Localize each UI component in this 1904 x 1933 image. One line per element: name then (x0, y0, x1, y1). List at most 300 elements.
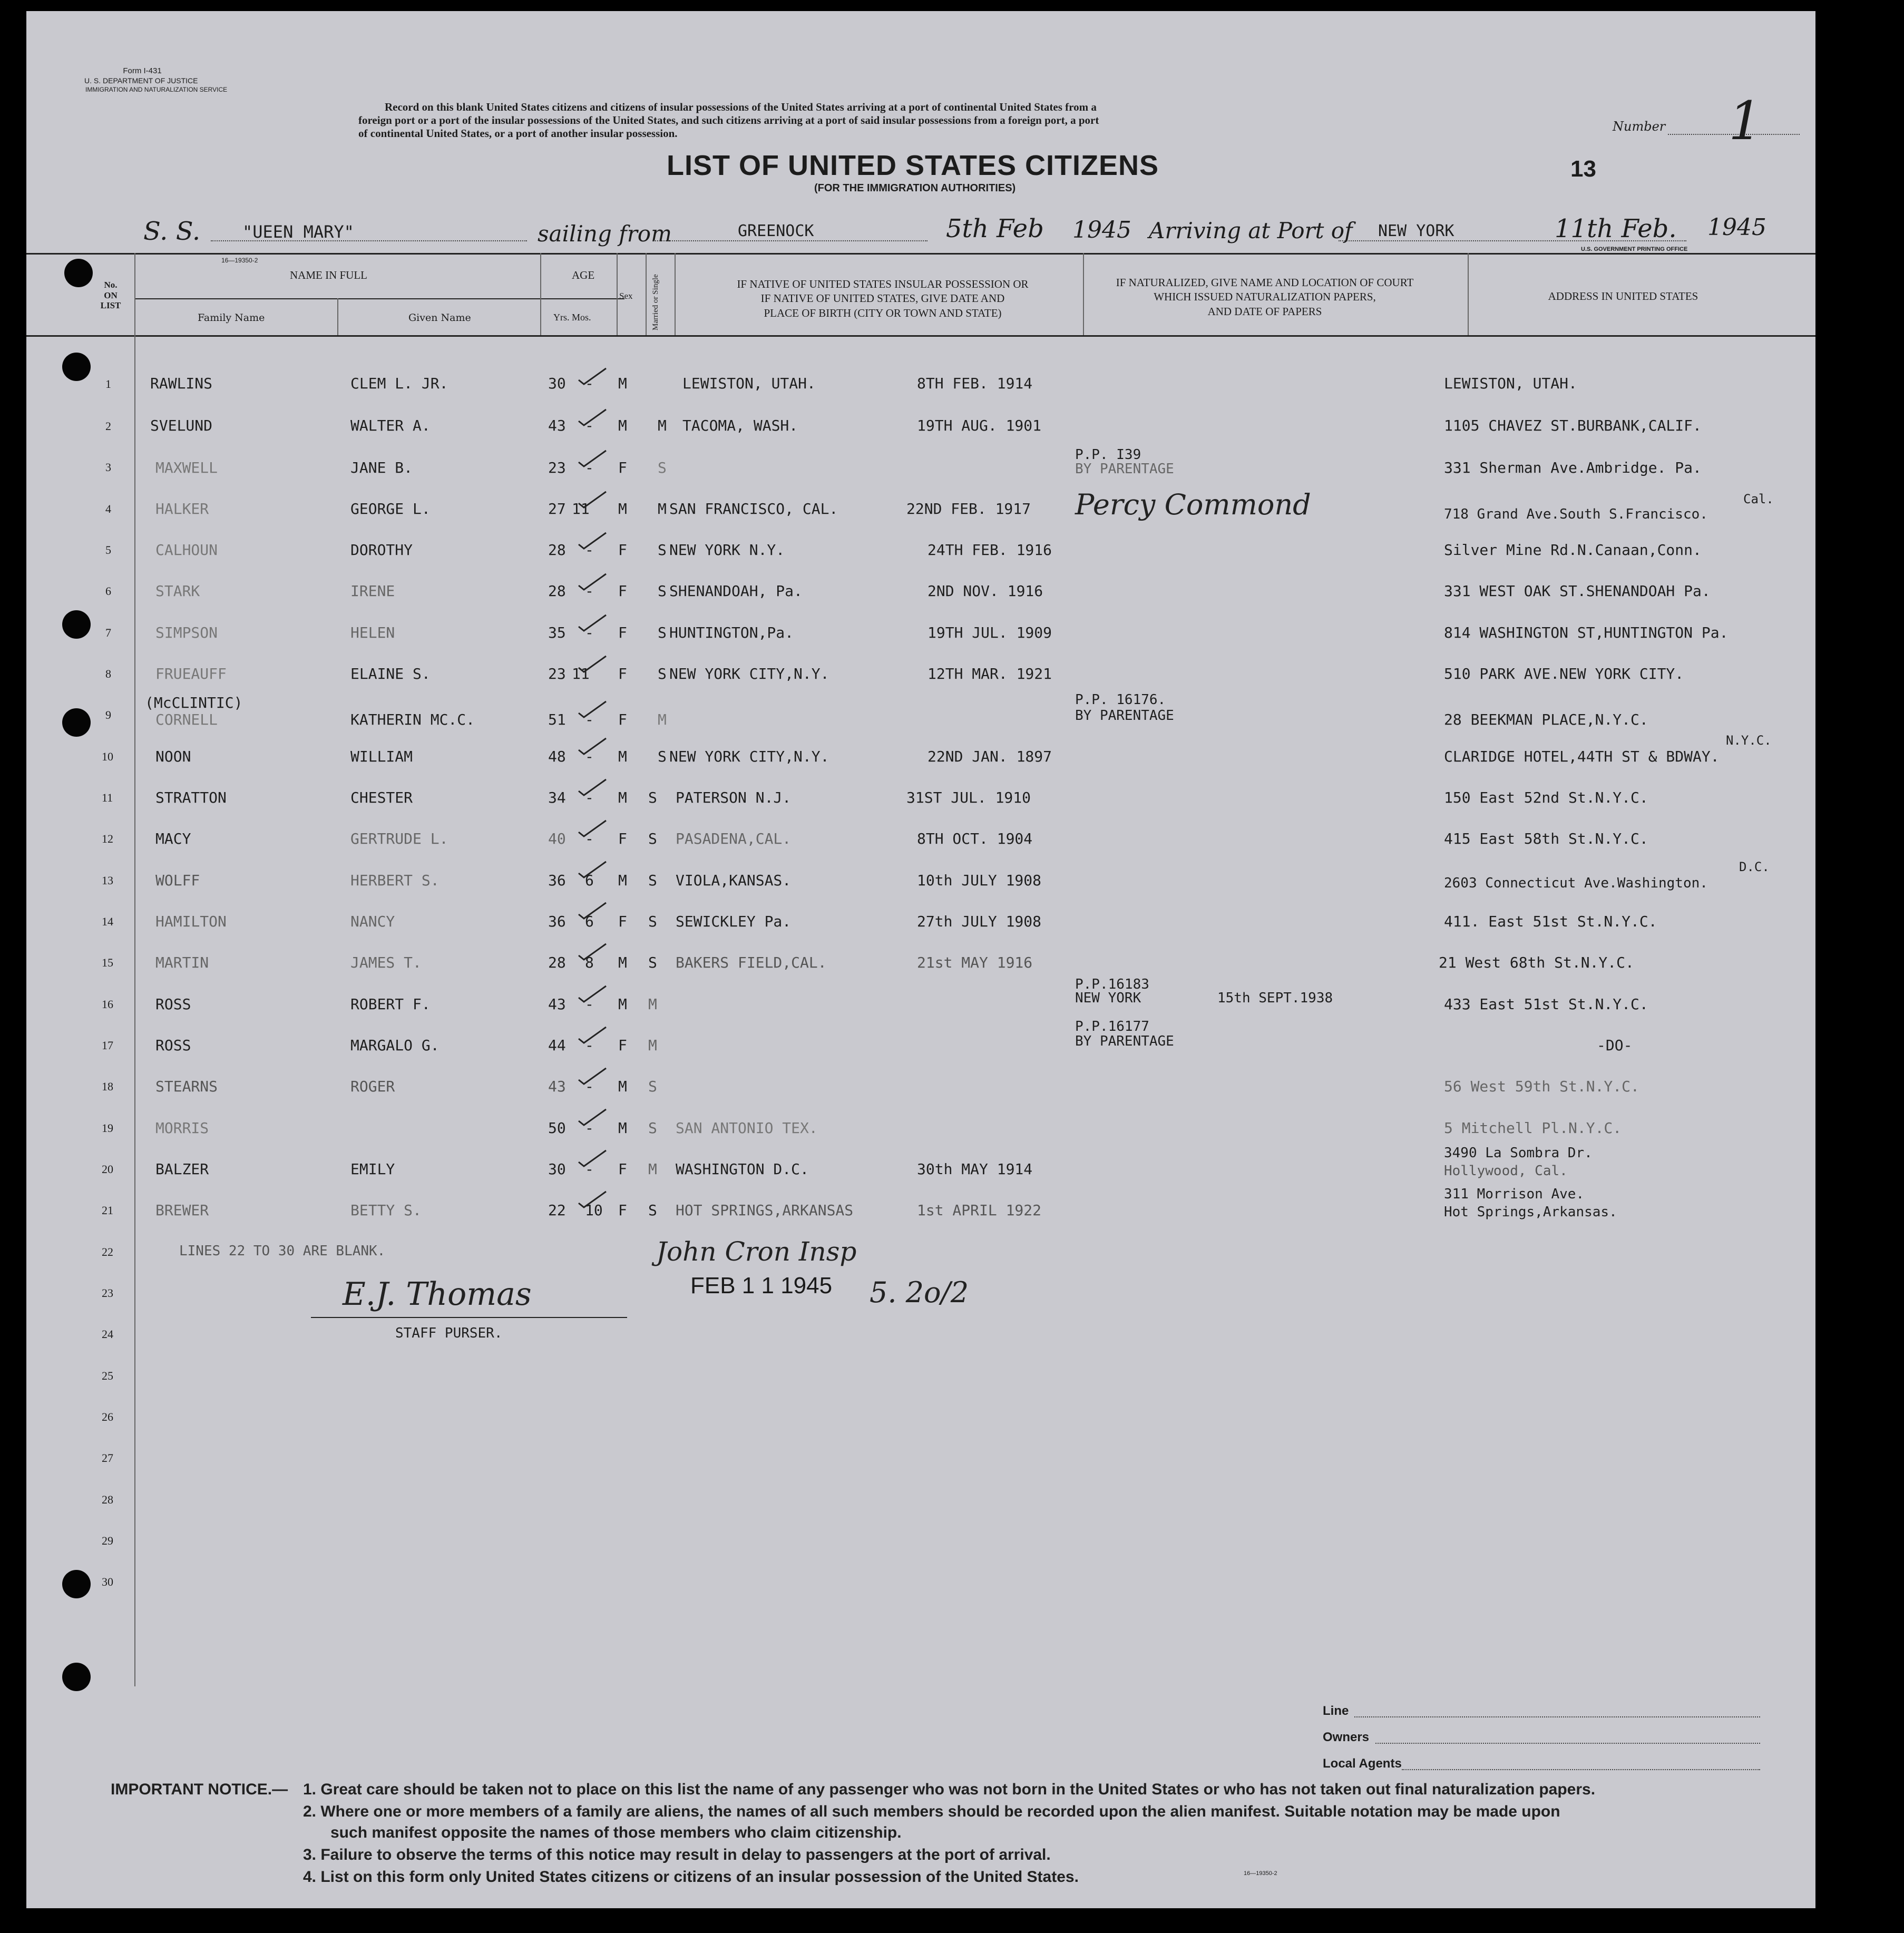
sex: F (618, 624, 627, 641)
row-number: 3 (105, 461, 111, 474)
age-months: - (585, 1078, 594, 1095)
family-name: STRATTON (155, 789, 227, 806)
birth-place: NEW YORK N.Y. (669, 541, 785, 559)
header-no-on-list (92, 280, 129, 311)
maiden-name: (McCLINTIC) (145, 694, 243, 711)
notice-4: 4. List on this form only United States citizens or citizens of an insular possession of the United States. (303, 1868, 1079, 1886)
birth-place: TACOMA, WASH. (682, 417, 798, 434)
checkmark-column (574, 359, 617, 1228)
footer-line-field[interactable] (1354, 1716, 1760, 1717)
marital-status: S (658, 582, 667, 600)
age-years: 30 (548, 1160, 566, 1178)
sail-year: 1945 (1072, 217, 1131, 243)
naturalization-note: P.P. 16176. (1075, 692, 1166, 708)
age-months: - (585, 1037, 594, 1054)
col-divider-5 (646, 253, 647, 335)
given-name: HELEN (350, 624, 395, 641)
ss-label: S. S. (143, 217, 201, 246)
marital-status: S (648, 830, 657, 847)
punch-hole (62, 1663, 91, 1691)
row-number: 20 (102, 1163, 113, 1176)
row-number: 15 (102, 956, 113, 969)
birth-place: SAN ANTONIO TEX. (676, 1119, 818, 1137)
page-title: LIST OF UNITED STATES CITIZENS (667, 150, 1159, 181)
age-months: - (585, 789, 594, 806)
birth-place: HUNTINGTON,Pa. (669, 624, 794, 641)
header-list: LIST (100, 300, 121, 311)
printer-name: U.S. GOVERNMENT PRINTING OFFICE (1581, 246, 1688, 252)
marital-status: S (658, 665, 667, 682)
punch-hole (62, 353, 91, 381)
inspector-signature: John Cron Insp (656, 1236, 857, 1267)
family-name: MACY (155, 830, 191, 847)
footer-agents-field[interactable] (1402, 1769, 1760, 1770)
sex: F (618, 913, 627, 930)
given-name: GERTRUDE L. (350, 830, 448, 847)
header-name-in-full: NAME IN FULL (290, 269, 367, 281)
address-extra: Cal. (1743, 492, 1774, 506)
footer-owners-label: Owners (1323, 1730, 1370, 1744)
birth-place: SAN FRANCISCO, CAL. (669, 500, 838, 518)
birth-place: LEWISTON, UTAH. (682, 375, 816, 392)
address: 510 PARK AVE.NEW YORK CITY. (1444, 665, 1684, 682)
footer-line-label: Line (1323, 1704, 1349, 1718)
print-code-bottom: 16—19350-2 (1244, 1870, 1277, 1877)
number-label: Number (1613, 119, 1666, 134)
birth-place: WASHINGTON D.C. (676, 1160, 809, 1178)
family-name: FRUEAUFF (155, 665, 227, 682)
naturalization-note: BY PARENTAGE (1075, 461, 1174, 477)
age-months: - (585, 541, 594, 559)
given-name: ELAINE S. (350, 665, 431, 682)
punch-hole (64, 259, 93, 287)
age-months: 6 (585, 872, 594, 889)
row-number: 8 (105, 667, 111, 680)
age-months: - (585, 711, 594, 728)
col-divider-1 (134, 253, 135, 1686)
birth-date: 22ND FEB. 1917 (906, 500, 1031, 518)
row-number: 24 (102, 1327, 113, 1341)
naturalization-note: BY PARENTAGE (1075, 1033, 1174, 1049)
print-code-top: 16—19350-2 (221, 257, 258, 264)
number-value: 1 (1729, 90, 1762, 152)
given-name: DOROTHY (350, 541, 413, 559)
age-years: 28 (548, 954, 566, 971)
from-port-line (653, 240, 927, 241)
age-years: 23 (548, 665, 566, 682)
address: Hollywood, Cal. (1444, 1163, 1568, 1179)
address: 3490 La Sombra Dr. (1444, 1145, 1593, 1161)
marital-status: S (658, 748, 667, 765)
age-years: 34 (548, 789, 566, 806)
birth-date: 22ND JAN. 1897 (927, 748, 1052, 765)
intro-text-line-1: Record on this blank United States citizens and citizens of insular possessions of the United States arriving at a port of continental United States from a (385, 101, 1097, 113)
sex: F (618, 711, 627, 728)
naturalization-note: P.P. I39 (1075, 447, 1141, 463)
row-number: 27 (102, 1451, 113, 1465)
family-name: STARK (155, 582, 200, 600)
row-number: 5 (105, 543, 111, 557)
family-name: SIMPSON (155, 624, 218, 641)
age-years: 28 (548, 582, 566, 600)
row-number: 9 (105, 708, 111, 721)
age-years: 44 (548, 1037, 566, 1054)
header-on: ON (104, 290, 118, 300)
marital-status: S (658, 624, 667, 641)
row-number: 13 (102, 874, 113, 887)
row-number: 6 (105, 584, 111, 598)
header-age: AGE (572, 269, 595, 281)
ship-name: "UEEN MARY" (242, 222, 354, 242)
family-name: WOLFF (155, 872, 200, 889)
given-name: KATHERIN MC.C. (350, 711, 475, 728)
sex: M (618, 1078, 627, 1095)
blank-lines-note: LINES 22 TO 30 ARE BLANK. (179, 1243, 386, 1259)
age-months: - (585, 995, 594, 1013)
address: 415 East 58th St.N.Y.C. (1444, 830, 1648, 847)
age-years: 43 (548, 1078, 566, 1095)
age-months: 11 (572, 500, 590, 518)
age-months: - (585, 375, 594, 392)
address: 331 WEST OAK ST.SHENANDOAH Pa. (1444, 582, 1711, 600)
naturalization-note: NEW YORK (1075, 990, 1141, 1006)
notice-1: 1. Great care should be taken not to place on this list the name of any passenger who was not born in the United States or who has not taken out final naturalization papers. (303, 1781, 1596, 1798)
marital-status: S (658, 541, 667, 559)
header-given-name: Given Name (408, 312, 471, 324)
given-name: HERBERT S. (350, 872, 440, 889)
row-number: 11 (102, 791, 113, 804)
sail-date: 5th Feb (946, 214, 1044, 243)
from-port: GREENOCK (738, 222, 814, 240)
header-nat-line-2: WHICH ISSUED NATURALIZATION PAPERS, (1154, 290, 1376, 304)
birth-date: 1st APRIL 1922 (917, 1202, 1042, 1219)
family-name: MARTIN (155, 954, 209, 971)
sex: M (618, 954, 627, 971)
birth-date: 8TH OCT. 1904 (917, 830, 1033, 847)
family-name: NOON (155, 748, 191, 765)
age-years: 28 (548, 541, 566, 559)
address: CLARIDGE HOTEL,44TH ST & BDWAY. (1444, 748, 1720, 765)
address: 311 Morrison Ave. (1444, 1186, 1585, 1202)
marital-status: M (658, 500, 667, 518)
age-months: 10 (585, 1202, 603, 1219)
address-extra: D.C. (1739, 860, 1770, 874)
given-name: GEORGE L. (350, 500, 431, 518)
address: LEWISTON, UTAH. (1444, 375, 1577, 392)
birth-place: BAKERS FIELD,CAL. (676, 954, 827, 971)
row-number: 22 (102, 1245, 113, 1258)
sex: F (618, 1202, 627, 1219)
given-name: MARGALO G. (350, 1037, 440, 1054)
family-name: CALHOUN (155, 541, 218, 559)
age-months: - (585, 459, 594, 476)
address: -DO- (1597, 1037, 1633, 1054)
sex: F (618, 582, 627, 600)
marital-status: M (658, 417, 667, 434)
family-name: BALZER (155, 1160, 209, 1178)
page-number: 13 (1570, 156, 1596, 182)
row-number: 30 (102, 1575, 113, 1588)
sex: M (618, 1119, 627, 1137)
marital-status: S (648, 1202, 657, 1219)
given-name: CLEM L. JR. (350, 375, 448, 392)
page-subtitle: (FOR THE IMMIGRATION AUTHORITIES) (814, 182, 1016, 194)
marital-status: S (658, 459, 667, 476)
row-number: 26 (102, 1410, 113, 1423)
purser-title: STAFF PURSER. (395, 1325, 503, 1341)
birth-date: 30th MAY 1914 (917, 1160, 1033, 1178)
birth-place: NEW YORK CITY,N.Y. (669, 665, 829, 682)
footer-owners-field[interactable] (1375, 1743, 1760, 1744)
address: 56 West 59th St.N.Y.C. (1444, 1078, 1639, 1095)
birth-place: VIOLA,KANSAS. (676, 872, 792, 889)
address: 411. East 51st St.N.Y.C. (1444, 913, 1657, 930)
sex: M (618, 995, 627, 1013)
family-name: ROSS (155, 995, 191, 1013)
name-header-rule (134, 298, 624, 299)
birth-date: 2ND NOV. 1916 (927, 582, 1043, 600)
age-months: 11 (572, 665, 590, 682)
row-number: 21 (102, 1204, 113, 1217)
notice-3: 3. Failure to observe the terms of this notice may result in delay to passengers at the port of arrival. (303, 1846, 1051, 1863)
arrive-year: 1945 (1707, 214, 1766, 241)
col-divider-4 (617, 253, 618, 335)
row-number: 16 (102, 998, 113, 1011)
naturalization-note: P.P.16183 (1075, 977, 1149, 992)
sex: F (618, 541, 627, 559)
sex: M (618, 500, 627, 518)
birth-date: 27th JULY 1908 (917, 913, 1042, 930)
form-number: Form I-431 (123, 66, 162, 75)
age-months: - (585, 1160, 594, 1178)
address-extra: N.Y.C. (1726, 733, 1772, 748)
punch-hole (62, 1570, 91, 1598)
marital-status: M (648, 1160, 657, 1178)
given-name: ROBERT F. (350, 995, 431, 1013)
header-bottom-rule (26, 335, 1815, 337)
age-years: 27 (548, 500, 566, 518)
age-years: 22 (548, 1202, 566, 1219)
age-months: - (585, 1119, 594, 1137)
handwritten-code: 5. 2o/2 (870, 1276, 969, 1309)
birth-date: 19TH JUL. 1909 (927, 624, 1052, 641)
header-birth-line-1: IF NATIVE OF UNITED STATES INSULAR POSSESSION OR (737, 278, 1029, 290)
notice-2a: 2. Where one or more members of a family are aliens, the names of all such members should be recorded upon the alien manifest. Suitable notation may be made upon (303, 1803, 1560, 1820)
address: 433 East 51st St.N.Y.C. (1444, 995, 1648, 1013)
age-months: 6 (585, 913, 594, 930)
age-months: - (585, 624, 594, 641)
row-number: 19 (102, 1121, 113, 1135)
row-number: 17 (102, 1039, 113, 1052)
row-number: 10 (102, 750, 113, 763)
given-name: BETTY S. (350, 1202, 422, 1219)
address: Hot Springs,Arkansas. (1444, 1204, 1617, 1220)
footer-agents-label: Local Agents (1323, 1756, 1402, 1771)
marital-status: M (648, 1037, 657, 1054)
header-address: ADDRESS IN UNITED STATES (1548, 290, 1698, 302)
birth-date: 31ST JUL. 1910 (906, 789, 1031, 806)
family-name: CORNELL (155, 711, 218, 728)
header-nat-line-3: AND DATE OF PAPERS (1207, 305, 1322, 318)
family-name: MORRIS (155, 1119, 209, 1137)
family-name: SVELUND (150, 417, 213, 434)
header-no: No. (104, 280, 118, 290)
marital-status: S (648, 1119, 657, 1137)
to-port: NEW YORK (1378, 222, 1454, 240)
header-birth-line-3: PLACE OF BIRTH (CITY OR TOWN AND STATE) (764, 306, 1002, 319)
sex: F (618, 830, 627, 847)
age-years: 30 (548, 375, 566, 392)
birth-date: 24TH FEB. 1916 (927, 541, 1052, 559)
family-name: HAMILTON (155, 913, 227, 930)
family-name: ROSS (155, 1037, 191, 1054)
sex: M (618, 375, 627, 392)
marital-status: M (658, 711, 667, 728)
birth-date: 8TH FEB. 1914 (917, 375, 1033, 392)
given-name: JAMES T. (350, 954, 422, 971)
punch-hole (62, 708, 91, 737)
birth-date: 10th JULY 1908 (917, 872, 1042, 889)
address: 331 Sherman Ave.Ambridge. Pa. (1444, 459, 1702, 476)
header-top-rule (26, 253, 1815, 255)
notice-2b: such manifest opposite the names of those members who claim citizenship. (330, 1824, 902, 1841)
header-married-single: Married or Single (651, 274, 660, 331)
age-years: 36 (548, 913, 566, 930)
date-stamp: FEB 1 1 1945 (690, 1273, 833, 1299)
age-years: 48 (548, 748, 566, 765)
intro-text-line-2: foreign port or a port of the insular possessions of the United States, and such citizens arriving at a port of said insular possessions from a foreign port, a port (358, 114, 1099, 126)
age-years: 36 (548, 872, 566, 889)
intro-text-line-3: of continental United States, or a port of another insular possession. (358, 127, 678, 140)
age-months: - (585, 582, 594, 600)
given-name: WALTER A. (350, 417, 431, 434)
header-birth (682, 277, 1083, 320)
family-name: HALKER (155, 500, 209, 518)
age-months: - (585, 748, 594, 765)
row-number: 4 (105, 502, 111, 515)
birth-place: SHENANDOAH, Pa. (669, 582, 803, 600)
address: 21 West 68th St.N.Y.C. (1439, 954, 1634, 971)
age-years: 43 (548, 995, 566, 1013)
signature-line (311, 1317, 627, 1318)
header-family-name: Family Name (198, 312, 265, 324)
sailing-label: sailing from (538, 221, 672, 247)
row-number: 1 (105, 377, 111, 390)
address: Silver Mine Rd.N.Canaan,Conn. (1444, 541, 1702, 559)
address: 2603 Connecticut Ave.Washington. (1444, 875, 1708, 891)
marital-status: S (648, 954, 657, 971)
service-name: IMMIGRATION AND NATURALIZATION SERVICE (85, 86, 228, 93)
family-name: BREWER (155, 1202, 209, 1219)
col-divider-2 (337, 298, 338, 335)
birth-date: 12TH MAR. 1921 (927, 665, 1052, 682)
marital-status: S (648, 1078, 657, 1095)
col-divider-3 (540, 253, 541, 335)
row-number: 2 (105, 419, 111, 433)
sex: F (618, 459, 627, 476)
sex: M (618, 417, 627, 434)
col-divider-8 (1468, 253, 1469, 335)
row-number: 29 (102, 1534, 113, 1547)
sex: M (618, 789, 627, 806)
birth-place: PASADENA,CAL. (676, 830, 792, 847)
age-months: - (585, 830, 594, 847)
birth-place: PATERSON N.J. (676, 789, 792, 806)
purser-signature: E.J. Thomas (343, 1276, 532, 1313)
given-name: CHESTER (350, 789, 413, 806)
handwritten-note: Percy Commond (1075, 488, 1311, 521)
given-name: IRENE (350, 582, 395, 600)
row-number: 12 (102, 832, 113, 845)
age-years: 43 (548, 417, 566, 434)
given-name: WILLIAM (350, 748, 413, 765)
address: 5 Mitchell Pl.N.Y.C. (1444, 1119, 1622, 1137)
header-sex: Sex (619, 291, 633, 301)
department-name: U. S. DEPARTMENT OF JUSTICE (84, 76, 198, 85)
row-number: 7 (105, 626, 111, 639)
given-name: EMILY (350, 1160, 395, 1178)
address: 28 BEEKMAN PLACE,N.Y.C. (1444, 711, 1648, 728)
birth-place: SEWICKLEY Pa. (676, 913, 792, 930)
age-months: - (585, 417, 594, 434)
marital-status: S (648, 872, 657, 889)
family-name: RAWLINS (150, 375, 213, 392)
naturalization-note: P.P.16177 (1075, 1019, 1149, 1034)
row-number: 18 (102, 1080, 113, 1093)
col-divider-6 (675, 253, 676, 335)
age-years: 51 (548, 711, 566, 728)
birth-place: HOT SPRINGS,ARKANSAS (676, 1202, 854, 1219)
marital-status: S (648, 913, 657, 930)
row-number: 28 (102, 1493, 113, 1506)
naturalization-note: 15th SEPT.1938 (1217, 990, 1333, 1006)
sex: M (618, 872, 627, 889)
given-name: ROGER (350, 1078, 395, 1095)
age-years: 40 (548, 830, 566, 847)
header-yrs-mos: Yrs. Mos. (553, 312, 591, 323)
age-years: 23 (548, 459, 566, 476)
family-name: STEARNS (155, 1078, 218, 1095)
address: 1105 CHAVEZ ST.BURBANK,CALIF. (1444, 417, 1702, 434)
address: 718 Grand Ave.South S.Francisco. (1444, 506, 1708, 522)
sex: F (618, 665, 627, 682)
address: 814 WASHINGTON ST,HUNTINGTON Pa. (1444, 624, 1729, 641)
row-number: 25 (102, 1369, 113, 1382)
notice-title: IMPORTANT NOTICE.— (111, 1781, 288, 1798)
col-divider-7 (1083, 253, 1084, 335)
row-number: 14 (102, 915, 113, 928)
row-number: 23 (102, 1286, 113, 1300)
header-nat-line-1: IF NATURALIZED, GIVE NAME AND LOCATION OF COURT (1116, 276, 1414, 289)
manifest-sheet (26, 11, 1815, 1908)
address: 150 East 52nd St.N.Y.C. (1444, 789, 1648, 806)
sex: M (618, 748, 627, 765)
birth-date: 19TH AUG. 1901 (917, 417, 1042, 434)
header-birth-line-2: IF NATIVE OF UNITED STATES, GIVE DATE AND (760, 292, 1005, 305)
age-years: 50 (548, 1119, 566, 1137)
birth-place: NEW YORK CITY,N.Y. (669, 748, 829, 765)
marital-status: S (648, 789, 657, 806)
given-name: JANE B. (350, 459, 413, 476)
arrive-date: 11th Feb. (1555, 214, 1677, 243)
sex: F (618, 1037, 627, 1054)
family-name: MAXWELL (155, 459, 218, 476)
naturalization-note: BY PARENTAGE (1075, 708, 1174, 724)
given-name: NANCY (350, 913, 395, 930)
birth-date: 21st MAY 1916 (917, 954, 1033, 971)
sex: F (618, 1160, 627, 1178)
marital-status: M (648, 995, 657, 1013)
